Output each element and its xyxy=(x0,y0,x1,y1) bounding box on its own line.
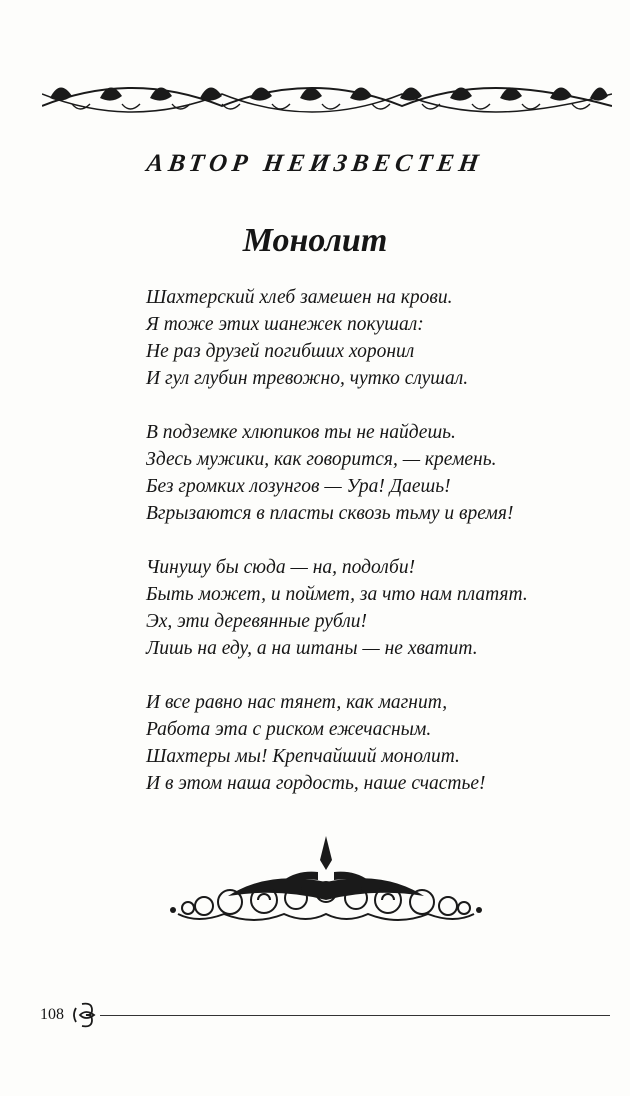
poem-line: Шахтерский хлеб замешен на крови. xyxy=(146,287,453,308)
poem-line: Шахтеры мы! Крепчайший монолит. xyxy=(146,746,460,767)
poem-line: Здесь мужики, как говорится, — кремень. xyxy=(146,449,497,470)
poem-line: Лишь на еду, а на штаны — не хватит. xyxy=(146,638,478,659)
footer-rule xyxy=(100,1015,610,1016)
poem-line: Вгрызаются в пласты сквозь тьму и время! xyxy=(146,503,514,524)
poem-line: Не раз друзей погибших хоронил xyxy=(146,341,415,362)
poem-title: Монолит xyxy=(242,222,388,259)
flourish-icon xyxy=(70,1000,102,1030)
poem-line: Быть может, и поймет, за что нам платят. xyxy=(146,584,528,605)
poem-line: Чинушу бы сюда — на, подолби! xyxy=(146,557,416,578)
author-heading: АВТОР НЕИЗВЕСТЕН xyxy=(144,150,486,177)
leaf-border-icon xyxy=(42,76,612,116)
poem-line: Без громких лозунгов — Ура! Даешь! xyxy=(146,476,451,497)
poem-line: И все равно нас тянет, как магнит, xyxy=(146,692,448,713)
poem-line: И в этом наша гордость, наше счастье! xyxy=(146,773,486,794)
stanza xyxy=(146,554,616,662)
stanza xyxy=(146,689,616,797)
scroll-vignette-icon xyxy=(168,836,484,926)
poem-line: Я тоже этих шанежек покушал: xyxy=(146,314,424,335)
poem-line: Работа эта с риском ежечасным. xyxy=(146,719,432,740)
stanza xyxy=(146,419,616,527)
page-number: 108 xyxy=(40,1006,64,1023)
poem-line: Эх, эти деревянные рубли! xyxy=(146,611,367,632)
poem-line: И гул глубин тревожно, чутко слушал. xyxy=(146,368,469,389)
stanza xyxy=(146,284,616,392)
page-footer xyxy=(40,1000,616,1030)
poem-line: В подземке хлюпиков ты не найдешь. xyxy=(146,422,456,443)
poem-body xyxy=(146,284,616,824)
